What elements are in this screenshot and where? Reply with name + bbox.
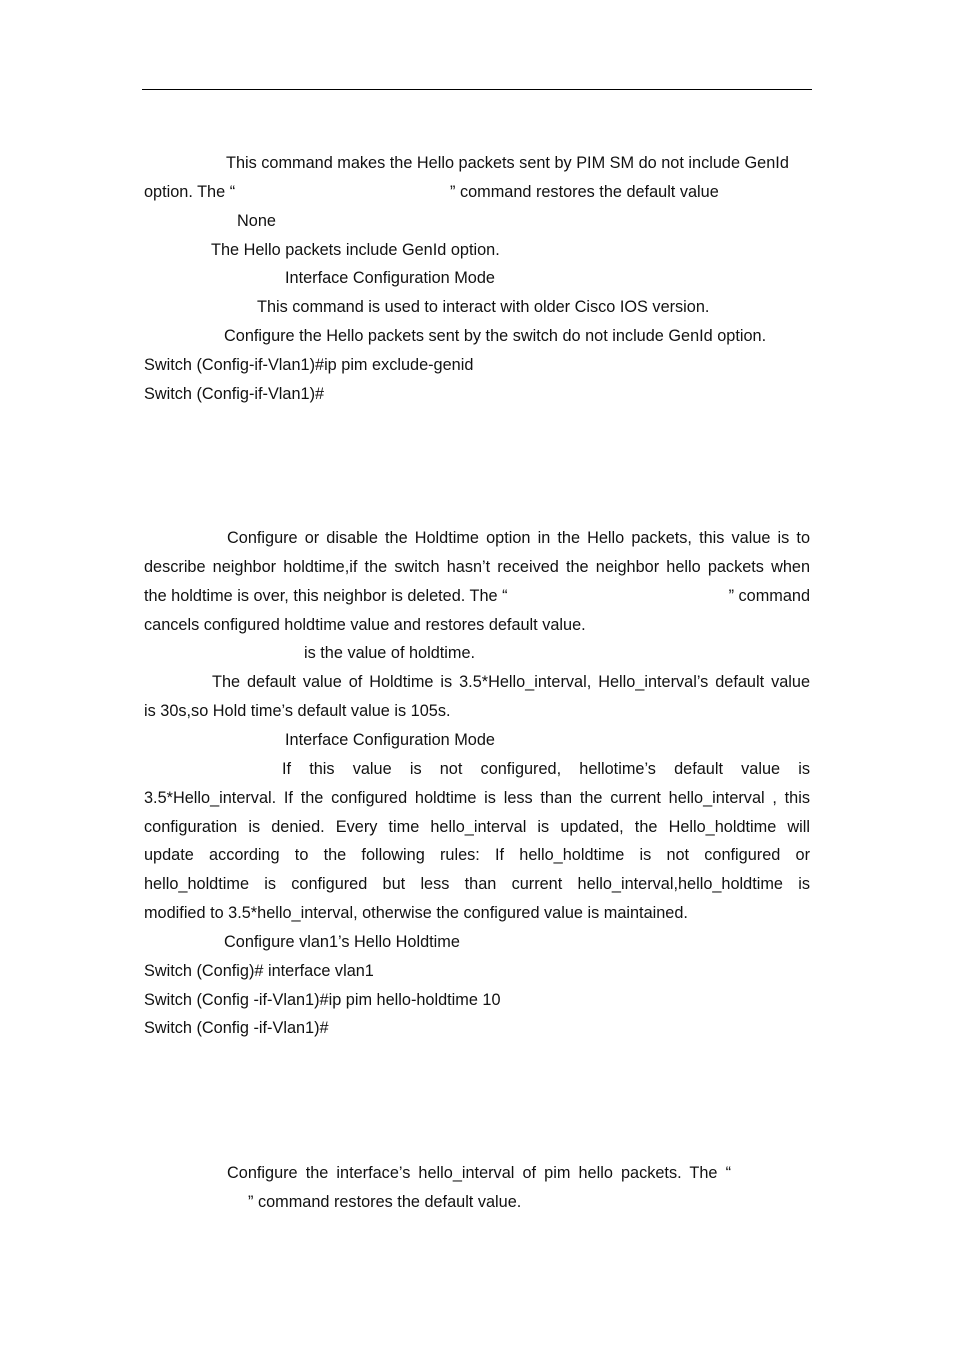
- s1-description-line-2a: option. The “: [144, 183, 236, 201]
- header-rule: [142, 89, 812, 90]
- s3-description-line-1: Configure the interface’s hello_interval of pim hello packets. The “: [227, 1164, 731, 1182]
- s2-description-line-2: describe neighbor holdtime,if the switch hasn’t received the neighbor hello packets when: [144, 558, 810, 576]
- s1-parameter: None: [237, 212, 276, 230]
- s1-usage-guide: This command is used to interact with older Cisco IOS version.: [257, 298, 710, 316]
- s1-example-cli-1: Switch (Config-if-Vlan1)#ip pim exclude-genid: [144, 356, 474, 374]
- s2-usage-line-1: If this value is not configured, hellotime’s default value is: [282, 760, 810, 778]
- s2-usage-line-3: configuration is denied. Every time hello_interval is updated, the Hello_holdtime will: [144, 818, 810, 836]
- s1-example-cli-2: Switch (Config-if-Vlan1)#: [144, 385, 325, 403]
- s2-description-line-1: Configure or disable the Holdtime option in the Hello packets, this value is to: [227, 529, 810, 547]
- s2-example-cli-1: Switch (Config)# interface vlan1: [144, 962, 374, 980]
- s1-description-line-1: This command makes the Hello packets sent by PIM SM do not include GenId: [226, 154, 789, 172]
- s2-usage-line-4: update according to the following rules: If hello_holdtime is not configured or: [144, 846, 810, 864]
- s2-description-line-3b: ” command: [728, 587, 810, 605]
- s2-default-line-2: is 30s,so Hold time’s default value is 105s.: [144, 702, 451, 720]
- s2-parameter: is the value of holdtime.: [304, 644, 476, 662]
- s1-default: The Hello packets include GenId option.: [211, 241, 500, 259]
- s2-description-line-3a: the holdtime is over, this neighbor is deleted. The “: [144, 587, 508, 605]
- s2-usage-line-6: modified to 3.5*hello_interval, otherwise the configured value is maintained.: [144, 904, 688, 922]
- s2-command-mode: Interface Configuration Mode: [285, 731, 495, 749]
- s2-usage-line-2: 3.5*Hello_interval. If the configured holdtime is less than the current hello_interval , this: [144, 789, 810, 807]
- s2-example-cli-3: Switch (Config -if-Vlan1)#: [144, 1019, 329, 1037]
- s2-description-line-4: cancels configured holdtime value and restores default value.: [144, 616, 586, 634]
- s1-command-mode: Interface Configuration Mode: [285, 269, 495, 287]
- s2-usage-line-5: hello_holdtime is configured but less than current hello_interval,hello_holdtime is: [144, 875, 810, 893]
- s1-description-line-2b: ” command restores the default value: [450, 183, 719, 201]
- s2-example-description: Configure vlan1’s Hello Holdtime: [224, 933, 460, 951]
- s1-example-description: Configure the Hello packets sent by the switch do not include GenId option.: [224, 327, 767, 345]
- s2-example-cli-2: Switch (Config -if-Vlan1)#ip pim hello-holdtime 10: [144, 991, 501, 1009]
- s3-description-line-2: ” command restores the default value.: [248, 1193, 522, 1211]
- s2-default-line-1: The default value of Holdtime is 3.5*Hello_interval, Hello_interval’s default value: [212, 673, 810, 691]
